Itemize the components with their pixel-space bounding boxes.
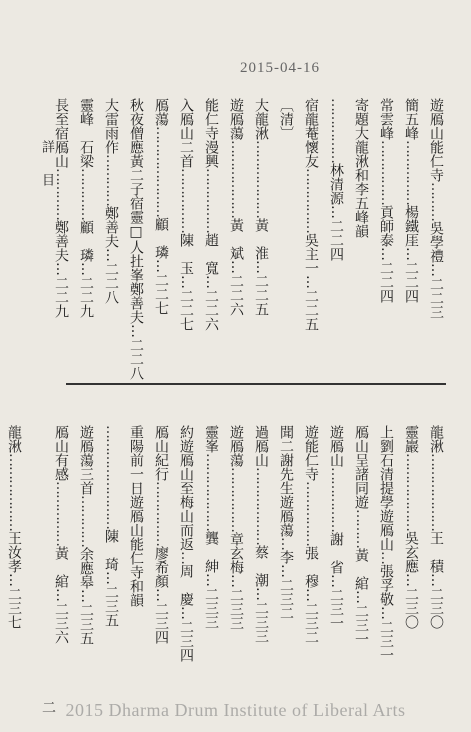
- leader-dots: ……………: [403, 140, 419, 205]
- entry-author: 吳主一: [303, 233, 319, 275]
- entry-author: 趙 寬: [203, 233, 219, 275]
- leader-dots: ………………: [228, 140, 244, 218]
- toc-bottom-section: [0, 425, 443, 703]
- entry-title: 遊鴈山能仁寺: [428, 98, 444, 182]
- entry-page: …二三〇: [403, 573, 419, 629]
- dynasty-label: 〔清〕: [278, 98, 294, 140]
- entry-page: …二二九: [53, 262, 69, 318]
- entry-author: 章玄梅: [228, 532, 244, 574]
- toc-entry: [293, 425, 318, 703]
- entry-page: …二三三: [253, 587, 269, 643]
- toc-entry: [143, 98, 168, 373]
- entry-title: 重陽前一日遊鴈山能仁寺和韻: [128, 425, 144, 607]
- entry-page: …二三二: [303, 588, 319, 644]
- toc-entry: [193, 98, 218, 373]
- entry-author: 黃 綰: [353, 548, 369, 590]
- entry-page: …二三一: [378, 606, 394, 662]
- entry-title: 鴈蕩: [153, 98, 169, 126]
- entry-author: 謝 省: [328, 532, 344, 574]
- entry-author: 王汝孝: [6, 531, 22, 573]
- entry-author: 鄭善夫: [53, 220, 69, 262]
- entry-title: 聞二謝先生遊鴈蕩: [278, 425, 294, 537]
- toc-entry: [118, 98, 144, 380]
- leader-dots: ………………: [203, 453, 219, 531]
- entry-title: 上劉石清提學遊鴈山: [378, 425, 394, 551]
- dynasty-heading: [268, 98, 293, 373]
- leader-dots: ………: [353, 509, 369, 548]
- entry-author: 黃 斌: [228, 218, 244, 260]
- page-number: 二: [40, 700, 56, 714]
- leader-dots: …: [278, 537, 294, 550]
- leader-dots: ……………: [203, 168, 219, 233]
- entry-title: 龍湫: [428, 425, 444, 453]
- leader-dots: …………: [78, 495, 94, 547]
- entry-author: 陳 玉: [178, 233, 194, 275]
- toc-entry: [343, 98, 368, 373]
- entry-title: 寄題大龍湫和李五峰韻: [353, 98, 369, 238]
- entry-page: …二三〇: [428, 573, 444, 629]
- entry-title: 常雲峰: [378, 98, 394, 140]
- entry-page: …二二五: [303, 275, 319, 331]
- leader-dots: …………: [103, 154, 119, 206]
- entry-author: 陳 琦: [103, 529, 119, 571]
- toc-entry: [168, 425, 193, 703]
- leader-dots: ……………: [378, 140, 394, 205]
- entry-page: …二二八: [128, 324, 144, 380]
- entry-page: …二二八: [103, 248, 119, 304]
- toc-entry: [368, 425, 393, 703]
- entry-author: 周 慶: [178, 564, 194, 606]
- column-spacer: [21, 425, 43, 703]
- entry-title: 靈巖: [403, 425, 419, 453]
- entry-author: 廖希顏: [153, 546, 169, 588]
- entry-author: 楊鐵厓: [403, 205, 419, 247]
- entry-title: 約遊鴈山至梅山而返: [178, 425, 194, 551]
- leader-dots: ……………: [228, 467, 244, 532]
- toc-entry: [93, 98, 118, 373]
- toc-entry: [168, 98, 193, 373]
- entry-page: …二二六: [203, 275, 219, 331]
- entry-title: 大雷雨作: [103, 98, 119, 154]
- entry-title: 能仁寺漫興: [203, 98, 219, 168]
- entry-title: 大龍湫: [253, 98, 269, 140]
- leader-dots: ………………: [428, 453, 444, 531]
- section-label: 詳目: [39, 140, 54, 206]
- entry-author: 貢師泰: [378, 205, 394, 247]
- toc-entry: [318, 425, 343, 703]
- entry-title: 遊鴈蕩: [228, 98, 244, 140]
- entry-author: 黃 淮: [253, 218, 269, 260]
- entry-author: 張孚敬: [378, 564, 394, 606]
- toc-entry: [343, 425, 368, 703]
- entry-author: 林清源: [328, 163, 344, 205]
- leader-dots: ………………: [253, 467, 269, 545]
- entry-page: …二二三: [428, 263, 444, 319]
- entry-author: 李: [278, 550, 294, 564]
- leader-dots: ………: [428, 182, 444, 221]
- entry-author: 余應皋: [78, 547, 94, 589]
- leader-dots: …………: [53, 168, 69, 220]
- entry-title: 龍湫: [6, 425, 22, 453]
- entry-title: 靈峯: [203, 425, 219, 453]
- toc-entry: [93, 425, 118, 703]
- leader-dots: ………………: [403, 453, 419, 531]
- leader-dots: …………: [78, 168, 94, 220]
- entry-page: …二三一: [328, 574, 344, 630]
- toc-top-section: [43, 98, 444, 380]
- entry-title: 鴈山呈諸同遊: [353, 425, 369, 509]
- leader-dots: ……………: [303, 168, 319, 233]
- leader-dots: ……………: [303, 481, 319, 546]
- toc-entry: [0, 425, 21, 703]
- entry-author: 黃 綰: [53, 546, 69, 588]
- toc-entry: [118, 425, 143, 703]
- toc-entry: [418, 425, 443, 703]
- toc-entry: [218, 98, 243, 373]
- toc-entry: [193, 425, 218, 703]
- entry-title: 遊鴈蕩: [228, 425, 244, 467]
- entry-page: …二三五: [103, 571, 119, 627]
- leader-dots: ……………: [328, 98, 344, 163]
- leader-dots: …………………: [153, 126, 169, 217]
- entry-page: …二二四: [328, 205, 344, 261]
- toc-entry: [268, 425, 293, 703]
- entry-title: 入鴈山二首: [178, 98, 194, 168]
- entry-author: 鄭善夫: [103, 206, 119, 248]
- toc-entry: [143, 425, 168, 703]
- entry-page: …二三一: [353, 590, 369, 646]
- entry-title: 簡五峰: [403, 98, 419, 140]
- entry-title: 遊鴈蕩三首: [78, 425, 94, 495]
- leader-dots: ……………: [328, 467, 344, 532]
- toc-entry: [68, 98, 93, 373]
- entry-page: …二二七: [153, 259, 169, 315]
- entry-author: 張 穆: [303, 546, 319, 588]
- entry-page: …二三二: [278, 564, 294, 620]
- entry-author: 龔 紳: [203, 531, 219, 573]
- entry-page: …二三三: [203, 573, 219, 629]
- entry-title: 遊能仁寺: [303, 425, 319, 481]
- entry-page: …二二七: [178, 275, 194, 331]
- entry-page: …二三五: [78, 589, 94, 645]
- leader-dots: ……………………: [103, 425, 119, 529]
- leader-dots: ……………: [53, 481, 69, 546]
- toc-entry: [68, 425, 93, 703]
- entry-title: 長至宿鴈山: [53, 98, 69, 168]
- leader-dots: …: [378, 551, 394, 564]
- entry-title: 宿龍菴懷友: [303, 98, 319, 168]
- leader-dots: ………………: [6, 453, 22, 531]
- entry-page: …二三四: [178, 606, 194, 662]
- entry-title: 秋夜僧應黃二子宿靈□人扗峯: [128, 98, 144, 282]
- entry-page: …二三四: [153, 588, 169, 644]
- entry-author: 蔡 潮: [253, 545, 269, 587]
- date-stamp: 2015-04-16: [240, 60, 320, 76]
- entry-title: 遊鴈山: [328, 425, 344, 467]
- entry-page: …二二四: [378, 247, 394, 303]
- leader-dots: ……………: [153, 481, 169, 546]
- toc-entry: [43, 425, 68, 703]
- toc-entry: [293, 98, 318, 373]
- section-divider: [66, 383, 446, 385]
- entry-page: …二三六: [53, 588, 69, 644]
- entry-title: 鴈山有感: [53, 425, 69, 481]
- toc-entry: [218, 425, 243, 703]
- entry-title: 鴈山紀行: [153, 425, 169, 481]
- entry-author: 顧 璘: [153, 217, 169, 259]
- entry-author: 王 積: [428, 531, 444, 573]
- toc-entry: [318, 98, 343, 373]
- leader-dots: ……………: [178, 168, 194, 233]
- entry-author: 鄭善夫: [128, 282, 144, 324]
- entry-page: …二三七: [6, 573, 22, 629]
- toc-entry: [243, 425, 268, 703]
- toc-entry: [418, 98, 443, 373]
- toc-entry: [393, 98, 418, 373]
- toc-entry: [393, 425, 418, 703]
- entry-page: …二二四: [403, 247, 419, 303]
- entry-author: 顧 璘: [78, 220, 94, 262]
- entry-page: …二三三: [228, 574, 244, 630]
- entry-page: …二二九: [78, 262, 94, 318]
- entry-title: 過鴈山: [253, 425, 269, 467]
- leader-dots: ………………: [253, 140, 269, 218]
- entry-page: …二二五: [253, 260, 269, 316]
- toc-entry: [368, 98, 393, 373]
- entry-title: 靈峰 石梁: [78, 98, 94, 168]
- toc-entry: [243, 98, 268, 373]
- leader-dots: …: [178, 551, 194, 564]
- entry-author: 吳學禮: [428, 221, 444, 263]
- watermark: 2015 Dharma Drum Institute of Liberal Arts: [65, 700, 406, 720]
- entry-author: 吳玄應: [403, 531, 419, 573]
- entry-page: …二二六: [228, 260, 244, 316]
